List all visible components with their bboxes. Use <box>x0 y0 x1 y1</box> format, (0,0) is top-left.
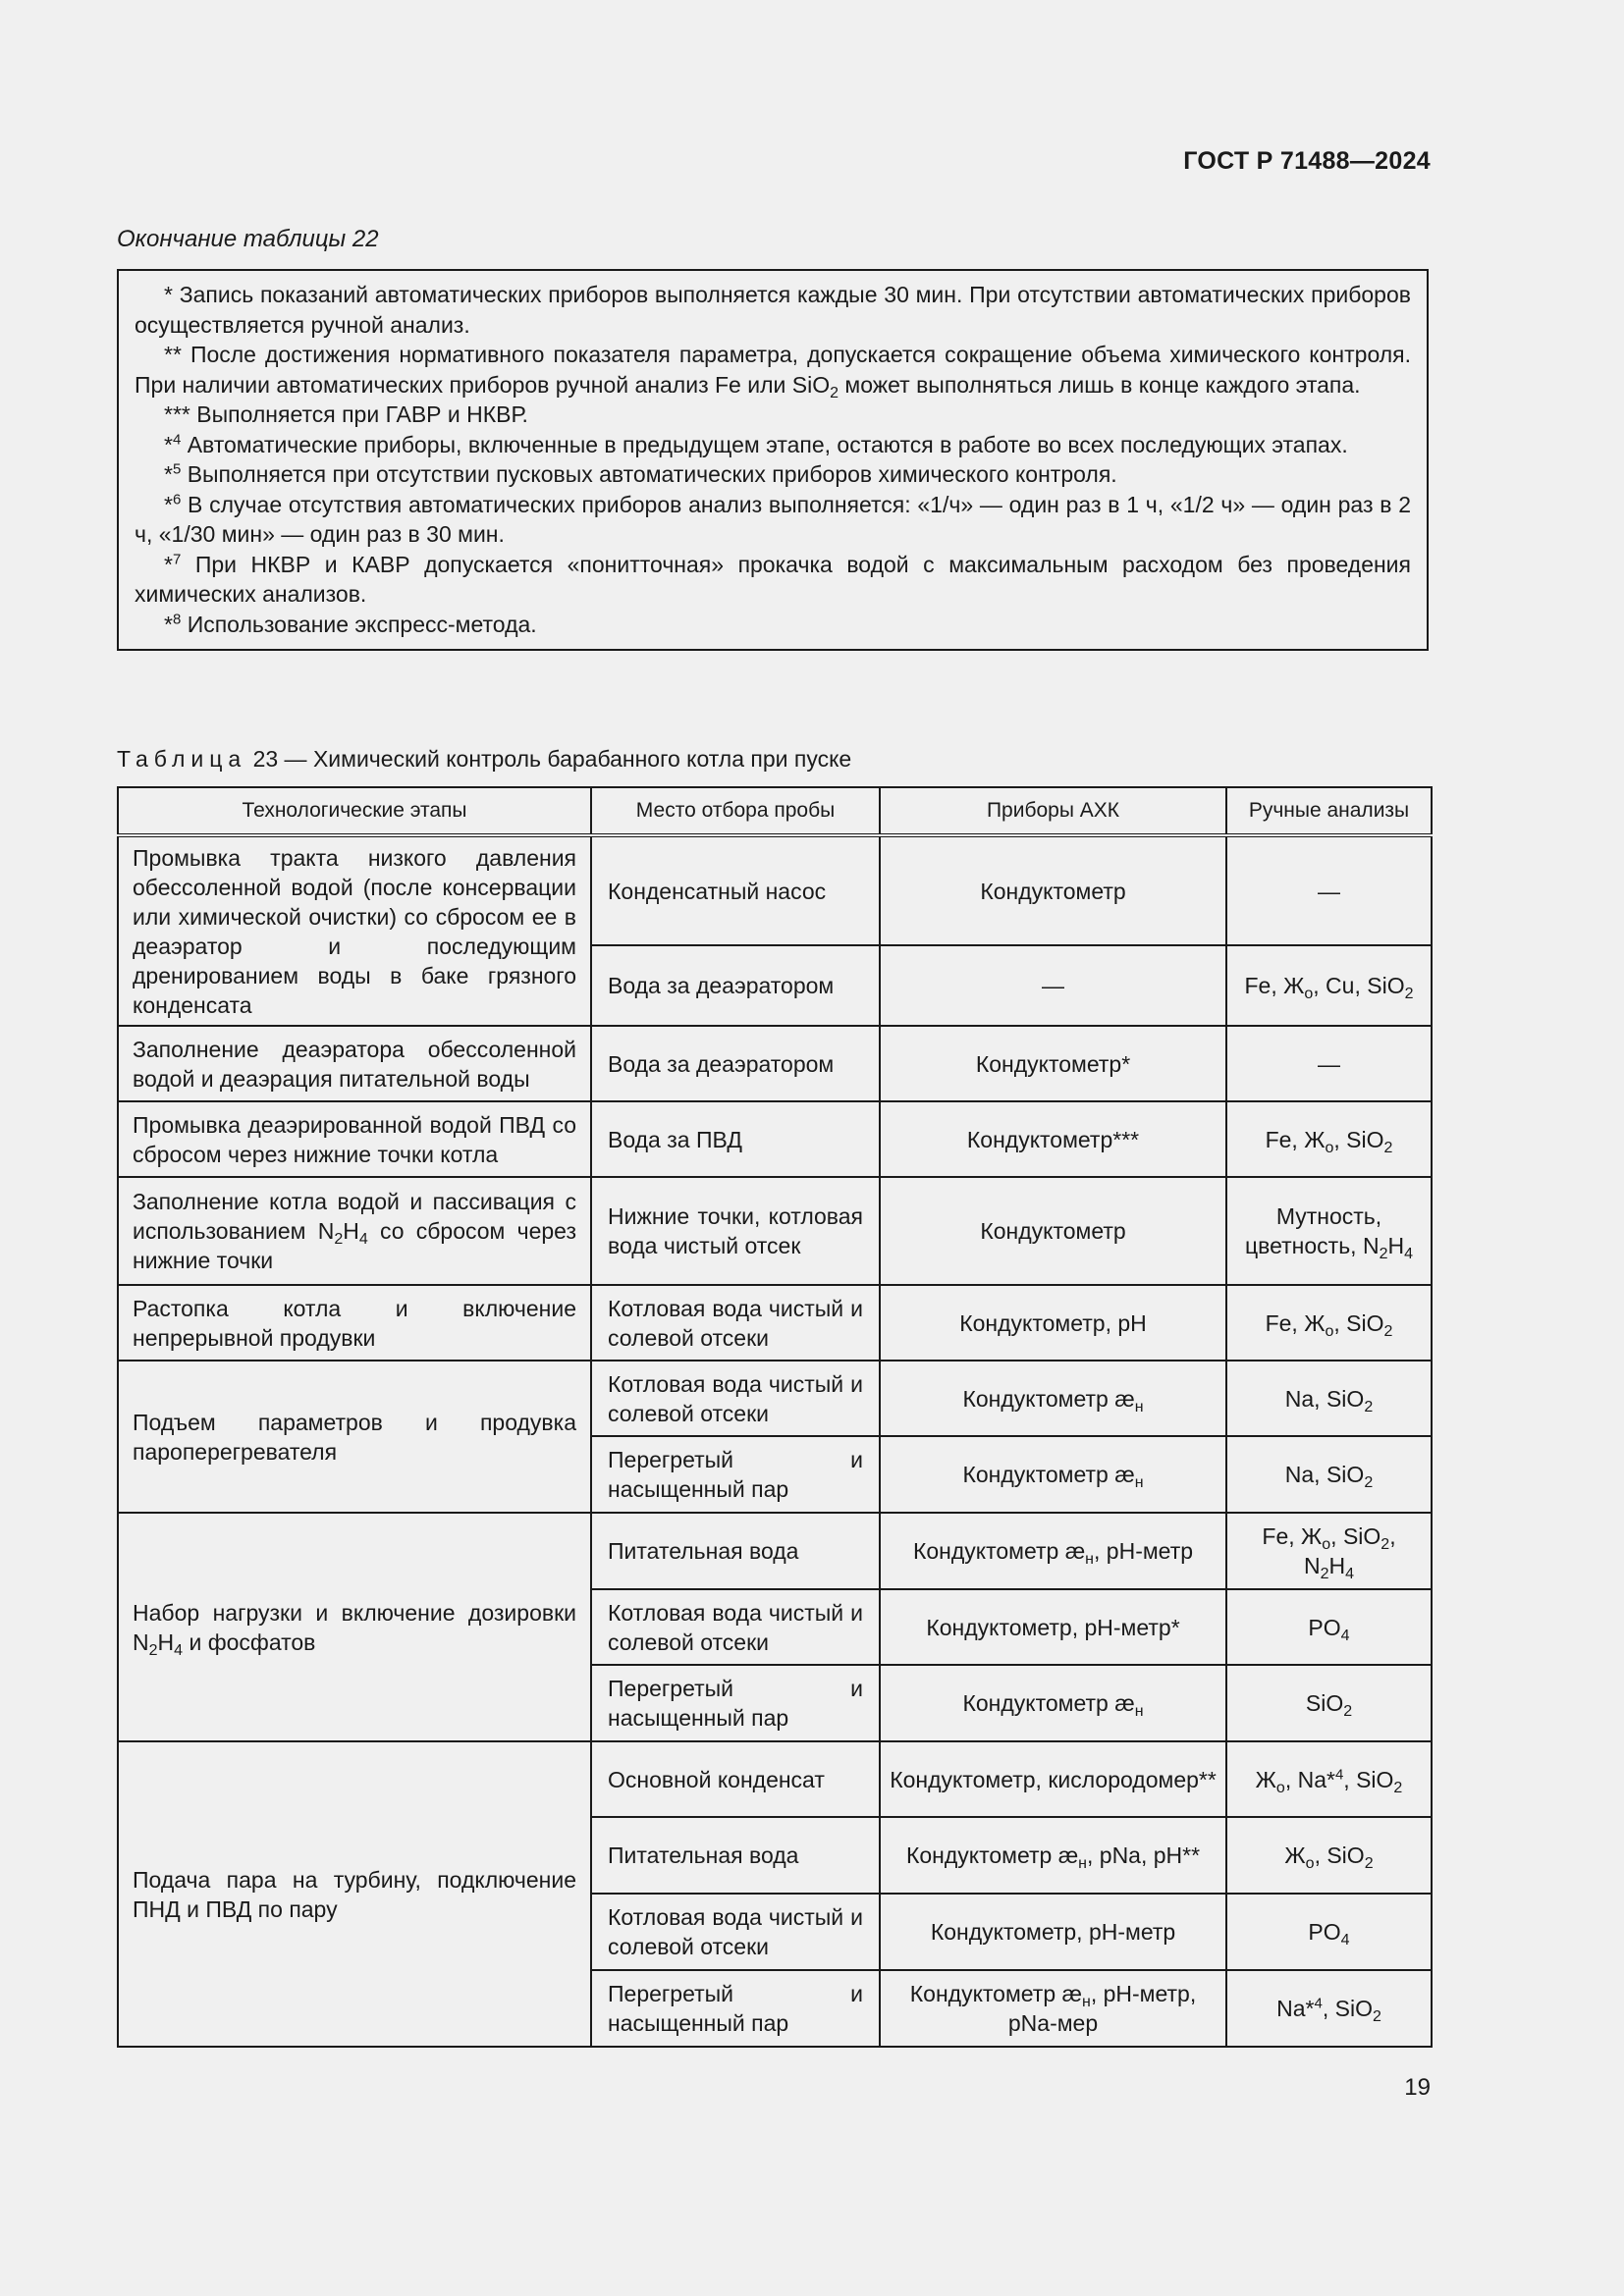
manual-analyses-cell: Na*$^4$, SiO$_2$ <box>1226 1970 1432 2047</box>
note-text: Использование экспресс-метода. <box>187 611 537 637</box>
table-row <box>118 1026 1432 1101</box>
devices-cell: Кондуктометр $æ_н$, pH-метр, pNa-мер <box>880 1970 1226 2047</box>
note-8 <box>135 610 1411 640</box>
devices-cell: Кондуктометр $æ_н$ <box>880 1665 1226 1741</box>
devices-cell: Кондуктометр $æ_н$, pH-метр <box>880 1513 1226 1589</box>
note-text: Запись показаний автоматических приборов выполняется каждые 30 мин. При отсутствии автоматических приборов осуществляется ручной анализ. <box>135 282 1411 338</box>
stage-cell: Подача пара на турбину, подключение ПНД и ПВД по пару <box>118 1741 591 2047</box>
note-text: При НКВР и КАВР допускается «понитточная» прокачка водой с максимальным расходом без проведения химических анализов. <box>135 551 1411 607</box>
table-row <box>118 1361 1432 1436</box>
note-mark: * <box>164 282 180 307</box>
note-sup: 7 <box>172 550 182 567</box>
manual-analyses-cell: Na, SiO$_2$ <box>1226 1361 1432 1436</box>
table-row <box>118 1741 1432 1817</box>
stage-cell: Подъем параметров и продувка пароперегревателя <box>118 1361 591 1513</box>
devices-cell: Кондуктометр $æ_н$ <box>880 1436 1226 1513</box>
manual-analyses-cell: — <box>1226 835 1432 945</box>
manual-analyses-cell: Fe, $Ж_о$, Cu, SiO$_2$ <box>1226 945 1432 1026</box>
table-row <box>118 1513 1432 1589</box>
table-row <box>118 1101 1432 1177</box>
stage-cell: Заполнение котла водой и пассивация с использованием $N_2H_4$ со сбросом через нижние точки <box>118 1177 591 1285</box>
sampling-point-cell: Конденсатный насос <box>591 835 880 945</box>
note-text: Выполняется при ГАВР и НКВР. <box>196 401 528 427</box>
devices-cell: Кондуктометр* <box>880 1026 1226 1101</box>
manual-analyses-cell: Fe, $Ж_о$, SiO$_2$, $N_2H_4$ <box>1226 1513 1432 1589</box>
sampling-point-cell: Основной конденсат <box>591 1741 880 1817</box>
note-text: После достижения нормативного показателя параметра, допускается сокращение объема химического контроля. При наличии автоматических приборов ручной анализ Fe или SiO <box>135 342 1411 398</box>
sampling-point-cell: Вода за деаэратором <box>591 1026 880 1101</box>
table-caption-label: Таблица <box>117 746 247 772</box>
table-row <box>118 1285 1432 1361</box>
note-mark: * <box>164 611 173 637</box>
stage-cell: Промывка деаэрированной водой ПВД со сбросом через нижние точки котла <box>118 1101 591 1177</box>
note-1 <box>135 280 1411 340</box>
manual-analyses-cell: $PO_4$ <box>1226 1589 1432 1665</box>
sampling-point-cell: Перегретый и насыщенный пар <box>591 1436 880 1513</box>
manual-analyses-cell: $Ж_о$, SiO$_2$ <box>1226 1817 1432 1894</box>
header-stages: Технологические этапы <box>118 787 591 835</box>
manual-analyses-cell: SiO$_2$ <box>1226 1665 1432 1741</box>
sampling-point-cell: Котловая вода чистый и солевой отсеки <box>591 1894 880 1970</box>
note-sup: 4 <box>172 430 182 448</box>
manual-analyses-cell: $Ж_о$, Na*$^4$, SiO$_2$ <box>1226 1741 1432 1817</box>
note-sup: 8 <box>172 610 182 627</box>
devices-cell: Кондуктометр, pH-метр* <box>880 1589 1226 1665</box>
stage-cell: Набор нагрузки и включение дозировки $N_2H_4$ и фосфатов <box>118 1513 591 1741</box>
table-continuation-label: Окончание таблицы 22 <box>117 226 379 252</box>
note-subscript: 2 <box>830 384 839 401</box>
note-text: Автоматические приборы, включенные в предыдущем этапе, остаются в работе во всех последующих этапах. <box>187 431 1348 457</box>
table-body <box>118 835 1432 2047</box>
table-22-notes <box>117 269 1429 651</box>
devices-cell: Кондуктометр $æ_н$, pNa, pH** <box>880 1817 1226 1894</box>
table-23 <box>117 786 1433 2048</box>
note-sup: 6 <box>172 490 182 507</box>
sampling-point-cell: Котловая вода чистый и солевой отсеки <box>591 1361 880 1436</box>
document-code: ГОСТ Р 71488—2024 <box>1183 147 1431 175</box>
page-number: 19 <box>1404 2074 1431 2101</box>
note-4 <box>135 430 1411 460</box>
note-mark: * <box>164 491 173 517</box>
manual-analyses-cell: Fe, $Ж_о$, SiO$_2$ <box>1226 1101 1432 1177</box>
note-text: В случае отсутствия автоматических приборов анализ выполняется: «1/ч» — один раз в 1 ч, «1/2 ч» — один раз в 2 ч, «1/30 мин» — один раз в 30 мин. <box>135 491 1411 547</box>
table-row <box>118 1177 1432 1285</box>
manual-analyses-cell: Na, SiO$_2$ <box>1226 1436 1432 1513</box>
devices-cell: — <box>880 945 1226 1026</box>
sampling-point-cell: Котловая вода чистый и солевой отсеки <box>591 1285 880 1361</box>
note-2 <box>135 340 1411 400</box>
stage-cell: Растопка котла и включение непрерывной продувки <box>118 1285 591 1361</box>
manual-analyses-cell: Fe, $Ж_о$, SiO$_2$ <box>1226 1285 1432 1361</box>
note-text: Выполняется при отсутствии пусковых автоматических приборов химического контроля. <box>187 461 1117 487</box>
devices-cell: Кондуктометр, pH <box>880 1285 1226 1361</box>
note-text-after: может выполняться лишь в конце каждого этапа. <box>839 371 1361 398</box>
note-mark: *** <box>164 401 197 427</box>
manual-analyses-cell: — <box>1226 1026 1432 1101</box>
sampling-point-cell: Перегретый и насыщенный пар <box>591 1970 880 2047</box>
note-sup: 5 <box>172 460 182 478</box>
devices-cell: Кондуктометр <box>880 1177 1226 1285</box>
header-sampling-point: Место отбора пробы <box>591 787 880 835</box>
sampling-point-cell: Перегретый и насыщенный пар <box>591 1665 880 1741</box>
note-6 <box>135 490 1411 550</box>
sampling-point-cell: Питательная вода <box>591 1513 880 1589</box>
stage-cell: Промывка тракта низкого давления обессоленной водой (после консервации или химической очистки) со сбросом ее в деаэратор и последующим дренированием воды в баке грязного конденсата <box>118 835 591 1026</box>
devices-cell: Кондуктометр $æ_н$ <box>880 1361 1226 1436</box>
table-row <box>118 835 1432 945</box>
sampling-point-cell: Нижние точки, котловая вода чистый отсек <box>591 1177 880 1285</box>
stage-cell: Заполнение деаэратора обессоленной водой и деаэрация питательной воды <box>118 1026 591 1101</box>
devices-cell: Кондуктометр <box>880 835 1226 945</box>
header-manual-analyses: Ручные анализы <box>1226 787 1432 835</box>
sampling-point-cell: Вода за деаэратором <box>591 945 880 1026</box>
sampling-point-cell: Котловая вода чистый и солевой отсеки <box>591 1589 880 1665</box>
table-23-caption <box>117 746 851 773</box>
note-mark: ** <box>164 342 190 367</box>
manual-analyses-cell: Мутность, цветность, $N_2H_4$ <box>1226 1177 1432 1285</box>
sampling-point-cell: Вода за ПВД <box>591 1101 880 1177</box>
note-mark: * <box>164 551 173 577</box>
note-mark: * <box>164 431 173 457</box>
table-header-row <box>118 787 1432 835</box>
sampling-point-cell: Питательная вода <box>591 1817 880 1894</box>
header-devices: Приборы АХК <box>880 787 1226 835</box>
manual-analyses-cell: $PO_4$ <box>1226 1894 1432 1970</box>
table-caption-text: 23 — Химический контроль барабанного котла при пуске <box>246 746 852 772</box>
note-mark: * <box>164 461 173 487</box>
note-3 <box>135 400 1411 430</box>
note-5 <box>135 459 1411 490</box>
devices-cell: Кондуктометр, pH-метр <box>880 1894 1226 1970</box>
devices-cell: Кондуктометр, кислородомер** <box>880 1741 1226 1817</box>
devices-cell: Кондуктометр*** <box>880 1101 1226 1177</box>
note-7 <box>135 550 1411 610</box>
